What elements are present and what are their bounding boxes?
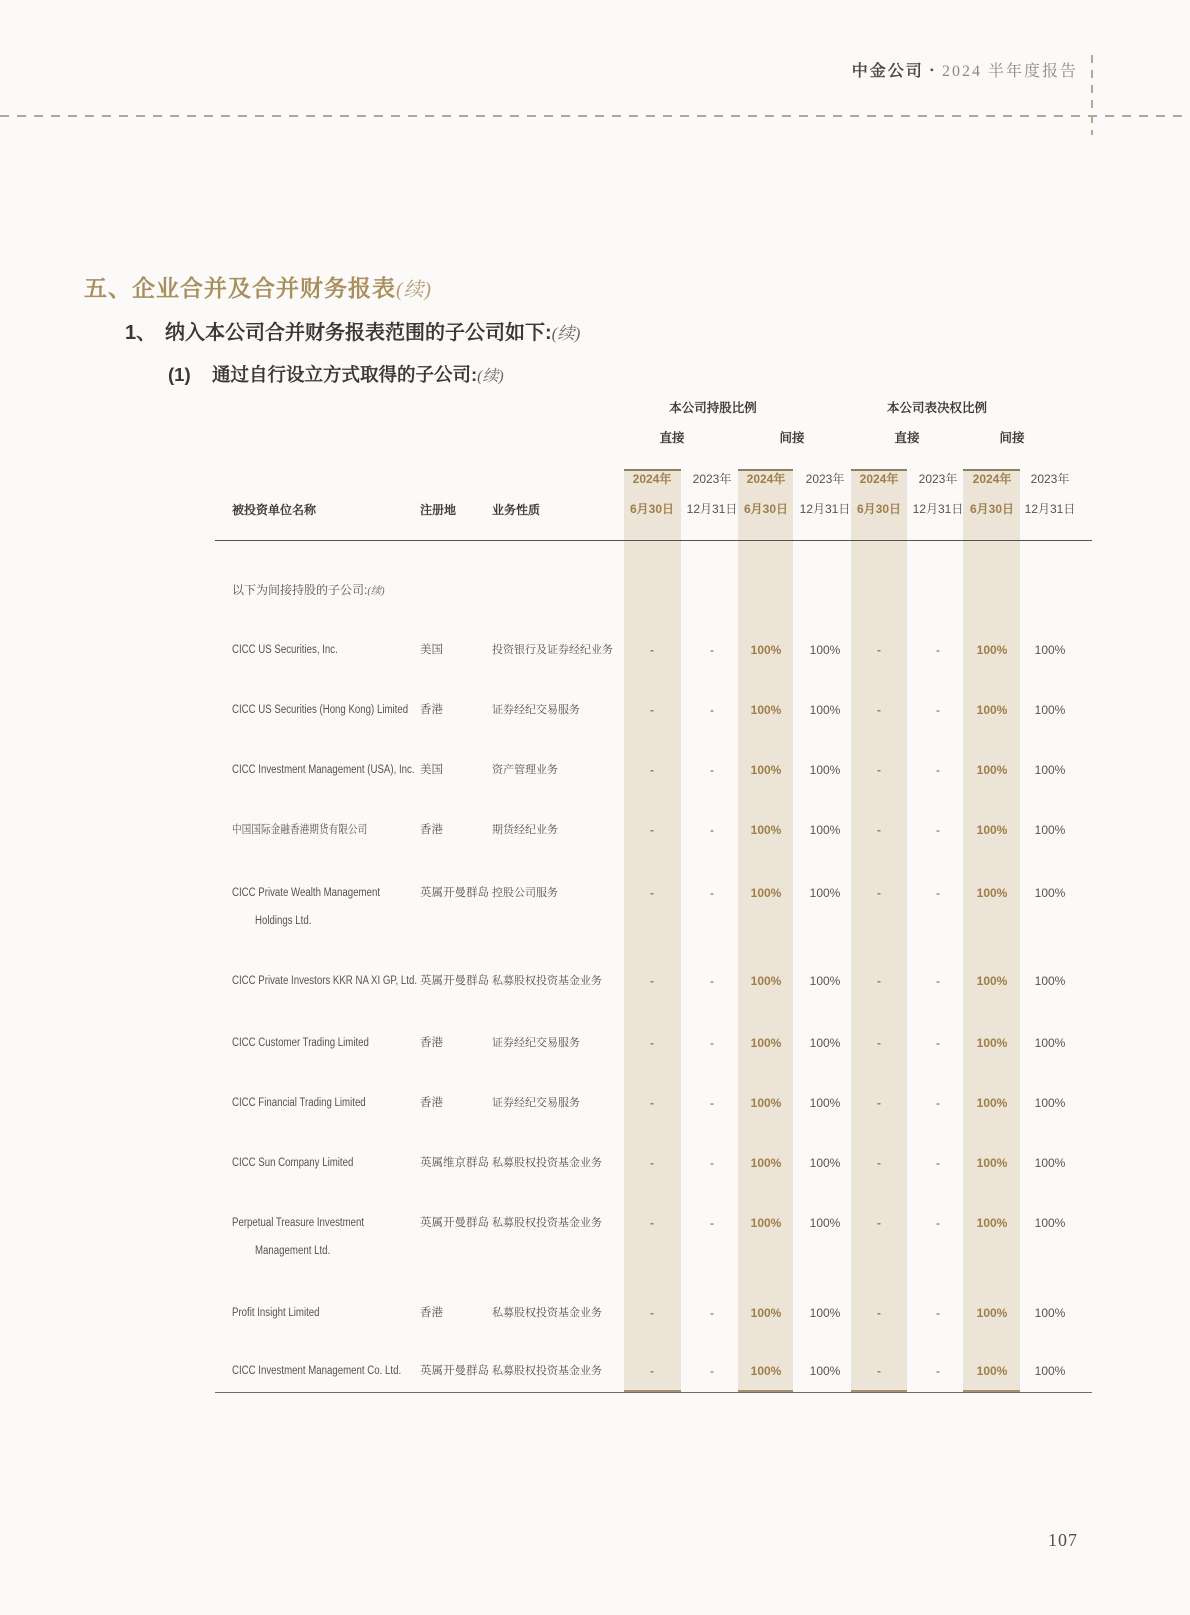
investee-name: CICC Private Wealth Management <box>232 887 381 899</box>
percentage-value: 100% <box>976 974 1008 988</box>
percentage-value: - <box>710 1364 714 1378</box>
business-nature: 期货经纪业务 <box>492 824 558 836</box>
registration-place: 英属维京群岛 <box>420 1157 489 1169</box>
col-date: 6月30日 <box>743 502 789 516</box>
col-date: 6月30日 <box>629 502 675 516</box>
percentage-value: - <box>710 1036 714 1050</box>
percentage-value: - <box>650 1156 654 1170</box>
business-nature: 投资银行及证券经纪业务 <box>492 644 613 656</box>
investee-name: CICC US Securities (Hong Kong) Limited <box>232 704 409 716</box>
col-year: 2023年 <box>805 472 845 486</box>
business-nature: 私募股权投资基金业务 <box>492 1307 602 1319</box>
percentage-value: - <box>650 1364 654 1378</box>
percentage-value: 100% <box>750 763 782 777</box>
percentage-value: 100% <box>976 1036 1008 1050</box>
percentage-value: - <box>877 974 881 988</box>
section-heading: 五、企业合并及合并财务报表(续) <box>84 275 432 301</box>
percentage-value: 100% <box>1034 643 1066 657</box>
percentage-value: - <box>710 1096 714 1110</box>
percentage-value: - <box>877 763 881 777</box>
investee-name: CICC Sun Company Limited <box>232 1157 354 1169</box>
percentage-value: 100% <box>750 643 782 657</box>
percentage-value: - <box>650 1096 654 1110</box>
percentage-value: 100% <box>1034 1216 1066 1230</box>
table-bottom-rule <box>215 1392 1092 1393</box>
table-header-rule <box>215 540 1092 541</box>
percentage-value: - <box>650 1306 654 1320</box>
col-date: 6月30日 <box>969 502 1015 516</box>
business-nature: 证券经纪交易服务 <box>492 1037 580 1049</box>
percentage-value: - <box>710 763 714 777</box>
percentage-value: 100% <box>750 1364 782 1378</box>
percentage-value: - <box>650 763 654 777</box>
percentage-value: 100% <box>809 1364 841 1378</box>
col-year: 2024年 <box>859 472 899 486</box>
percentage-value: - <box>936 1306 940 1320</box>
section-note: 以下为间接持股的子公司:(续) <box>232 583 385 597</box>
page-number: 107 <box>1048 1530 1078 1550</box>
table-row <box>215 1094 1092 1114</box>
colhead-business-nature: 业务性质 <box>492 503 541 517</box>
highlight-column-2024 <box>738 469 793 1392</box>
percentage-value: - <box>710 823 714 837</box>
percentage-value: - <box>877 1364 881 1378</box>
col-date: 12月31日 <box>799 502 851 516</box>
vertical-dashed-divider <box>1091 55 1093 135</box>
report-title: 2024 半年度报告 <box>941 63 1078 80</box>
business-nature: 私募股权投资基金业务 <box>492 1365 602 1377</box>
colhead-registration-place: 注册地 <box>420 503 457 517</box>
colhead-investee-name: 被投资单位名称 <box>232 503 317 517</box>
percentage-value: - <box>710 974 714 988</box>
percentage-value: 100% <box>1034 1096 1066 1110</box>
percentage-value: 100% <box>1034 823 1066 837</box>
percentage-value: 100% <box>976 703 1008 717</box>
table-row <box>215 821 1092 841</box>
registration-place: 美国 <box>420 764 443 776</box>
table-row <box>215 641 1092 661</box>
percentage-value: 100% <box>976 886 1008 900</box>
col-year: 2024年 <box>632 472 672 486</box>
bullet-separator: • <box>929 63 936 77</box>
running-header <box>852 58 1078 81</box>
subheader-direct: 直接 <box>659 431 685 445</box>
col-date: 6月30日 <box>856 502 902 516</box>
registration-place: 香港 <box>420 824 443 836</box>
percentage-value: - <box>936 1096 940 1110</box>
business-nature: 私募股权投资基金业务 <box>492 975 602 987</box>
table-row <box>215 761 1092 781</box>
subsubsection-heading: (1) 通过自行设立方式取得的子公司:(续) <box>168 364 504 385</box>
company-name: 中金公司 <box>851 63 924 80</box>
col-date: 12月31日 <box>686 502 738 516</box>
percentage-value: 100% <box>809 703 841 717</box>
percentage-value: 100% <box>750 1216 782 1230</box>
percentage-value: 100% <box>809 1156 841 1170</box>
table-row <box>215 884 1092 927</box>
percentage-value: 100% <box>1034 1156 1066 1170</box>
list-number: (1) <box>168 364 191 385</box>
percentage-value: 100% <box>750 974 782 988</box>
table-row <box>215 1154 1092 1174</box>
continued-mark: (续) <box>367 586 385 597</box>
percentage-value: 100% <box>1034 1036 1066 1050</box>
percentage-value: - <box>936 763 940 777</box>
percentage-value: 100% <box>1034 974 1066 988</box>
percentage-value: - <box>936 886 940 900</box>
percentage-value: 100% <box>750 1306 782 1320</box>
registration-place: 英属开曼群岛 <box>420 1365 489 1377</box>
investee-name: CICC Customer Trading Limited <box>232 1037 369 1049</box>
investee-name: CICC Investment Management Co. Ltd. <box>232 1365 402 1377</box>
col-year: 2023年 <box>1030 472 1070 486</box>
percentage-value: 100% <box>750 1156 782 1170</box>
percentage-value: 100% <box>809 1216 841 1230</box>
registration-place: 香港 <box>420 704 443 716</box>
group-header-shareholding: 本公司持股比例 <box>669 401 757 415</box>
percentage-value: - <box>877 1306 881 1320</box>
investee-name: Perpetual Treasure Investment <box>232 1217 365 1229</box>
percentage-value: - <box>650 643 654 657</box>
investee-name-line2: Holdings Ltd. <box>255 915 312 927</box>
percentage-value: 100% <box>1034 703 1066 717</box>
col-date: 12月31日 <box>1024 502 1076 516</box>
percentage-value: - <box>877 1036 881 1050</box>
subheader-direct: 直接 <box>894 431 920 445</box>
table-row <box>215 1214 1092 1257</box>
percentage-value: 100% <box>976 1156 1008 1170</box>
percentage-value: 100% <box>809 974 841 988</box>
registration-place: 香港 <box>420 1037 443 1049</box>
table-row <box>215 701 1092 721</box>
percentage-value: - <box>877 643 881 657</box>
percentage-value: 100% <box>976 643 1008 657</box>
percentage-value: - <box>650 703 654 717</box>
list-number: 1、 <box>125 322 157 344</box>
percentage-value: - <box>936 1364 940 1378</box>
percentage-value: 100% <box>976 1306 1008 1320</box>
percentage-value: - <box>936 643 940 657</box>
percentage-value: - <box>936 974 940 988</box>
percentage-value: 100% <box>1034 763 1066 777</box>
percentage-value: - <box>710 1216 714 1230</box>
percentage-value: 100% <box>976 763 1008 777</box>
table-row <box>215 1362 1092 1382</box>
percentage-value: - <box>710 643 714 657</box>
business-nature: 私募股权投资基金业务 <box>492 1217 602 1229</box>
horizontal-dashed-divider <box>0 115 1190 117</box>
business-nature: 证券经纪交易服务 <box>492 704 580 716</box>
subsection-heading: 1、 纳入本公司合并财务报表范围的子公司如下:(续) <box>125 316 580 345</box>
business-nature: 私募股权投资基金业务 <box>492 1157 602 1169</box>
percentage-value: 100% <box>750 703 782 717</box>
col-year: 2023年 <box>918 472 958 486</box>
percentage-value: - <box>710 1156 714 1170</box>
percentage-value: - <box>877 886 881 900</box>
percentage-value: 100% <box>809 763 841 777</box>
percentage-value: 100% <box>1034 1306 1066 1320</box>
registration-place: 香港 <box>420 1307 443 1319</box>
table-row <box>215 1034 1092 1054</box>
registration-place: 英属开曼群岛 <box>420 887 489 899</box>
investee-name: 中国国际金融香港期货有限公司 <box>232 824 368 836</box>
subheader-indirect: 间接 <box>999 431 1025 445</box>
investee-name: CICC Investment Management (USA), Inc. <box>232 764 415 776</box>
percentage-value: 100% <box>809 1306 841 1320</box>
percentage-value: 100% <box>750 886 782 900</box>
investee-name: Profit Insight Limited <box>232 1307 320 1319</box>
percentage-value: 100% <box>809 1036 841 1050</box>
percentage-value: 100% <box>976 1216 1008 1230</box>
business-nature: 控股公司服务 <box>492 887 558 899</box>
col-date: 12月31日 <box>912 502 964 516</box>
percentage-value: 100% <box>1034 886 1066 900</box>
percentage-value: - <box>877 1156 881 1170</box>
investee-name: CICC US Securities, Inc. <box>232 644 338 656</box>
percentage-value: - <box>877 703 881 717</box>
table-row <box>215 1304 1092 1324</box>
percentage-value: - <box>650 1216 654 1230</box>
business-nature: 资产管理业务 <box>492 764 558 776</box>
percentage-value: 100% <box>976 823 1008 837</box>
percentage-value: 100% <box>976 1364 1008 1378</box>
table-row <box>215 972 1092 992</box>
highlight-column-2024 <box>851 469 907 1392</box>
percentage-value: - <box>936 703 940 717</box>
percentage-value: - <box>936 823 940 837</box>
percentage-value: - <box>650 886 654 900</box>
registration-place: 香港 <box>420 1097 443 1109</box>
group-header-voting: 本公司表决权比例 <box>886 401 987 415</box>
subheader-indirect: 间接 <box>779 431 805 445</box>
col-year: 2023年 <box>692 472 732 486</box>
col-year: 2024年 <box>972 472 1012 486</box>
percentage-value: 100% <box>750 1036 782 1050</box>
percentage-value: - <box>936 1036 940 1050</box>
col-year: 2024年 <box>746 472 786 486</box>
percentage-value: - <box>710 703 714 717</box>
percentage-value: - <box>650 823 654 837</box>
percentage-value: 100% <box>809 823 841 837</box>
percentage-value: - <box>936 1156 940 1170</box>
percentage-value: - <box>710 1306 714 1320</box>
percentage-value: 100% <box>809 1096 841 1110</box>
business-nature: 证券经纪交易服务 <box>492 1097 580 1109</box>
highlight-column-2024 <box>624 469 681 1392</box>
percentage-value: - <box>877 1216 881 1230</box>
percentage-value: - <box>650 1036 654 1050</box>
percentage-value: 100% <box>809 643 841 657</box>
percentage-value: 100% <box>750 823 782 837</box>
registration-place: 英属开曼群岛 <box>420 1217 489 1229</box>
investee-name: CICC Financial Trading Limited <box>232 1097 366 1109</box>
percentage-value: - <box>877 1096 881 1110</box>
registration-place: 英属开曼群岛 <box>420 975 489 987</box>
subsidiaries-table <box>215 395 1092 1400</box>
percentage-value: 100% <box>750 1096 782 1110</box>
percentage-value: 100% <box>809 886 841 900</box>
continued-mark: (续) <box>396 279 432 301</box>
continued-mark: (续) <box>477 368 504 385</box>
investee-name: CICC Private Investors KKR NA XI GP, Ltd. <box>232 975 418 987</box>
continued-mark: (续) <box>551 324 581 343</box>
percentage-value: - <box>936 1216 940 1230</box>
highlight-column-2024 <box>963 469 1020 1392</box>
registration-place: 美国 <box>420 644 443 656</box>
investee-name-line2: Management Ltd. <box>255 1245 331 1257</box>
percentage-value: - <box>650 974 654 988</box>
percentage-value: 100% <box>1034 1364 1066 1378</box>
percentage-value: - <box>710 886 714 900</box>
percentage-value: 100% <box>976 1096 1008 1110</box>
percentage-value: - <box>877 823 881 837</box>
